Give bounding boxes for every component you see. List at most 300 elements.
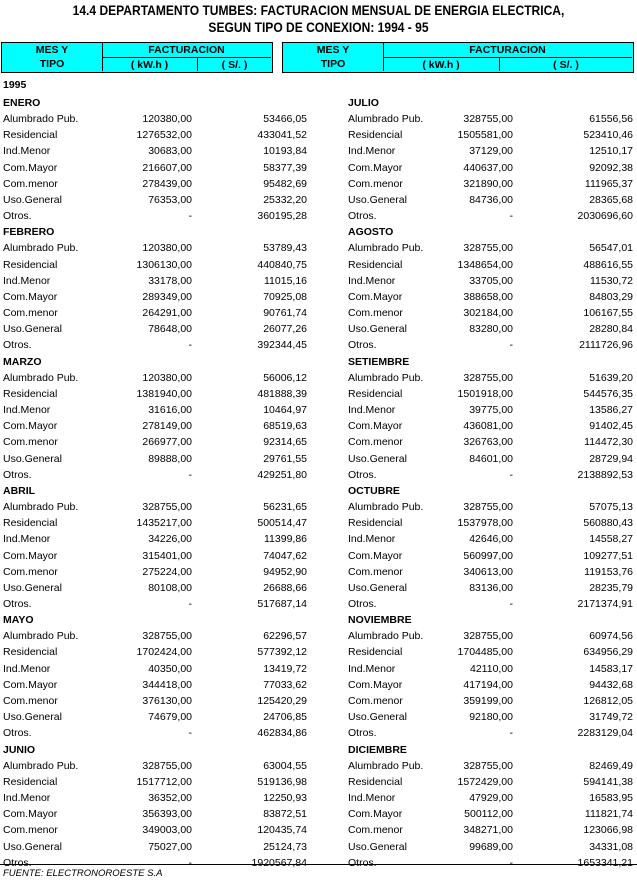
month-block	[320, 742, 637, 871]
table-row	[0, 677, 320, 693]
table-row	[0, 434, 320, 450]
soles-cell: 92092,38	[589, 161, 633, 174]
soles-cell: 11530,72	[589, 274, 633, 287]
table-row	[0, 580, 320, 596]
kwh-cell: 1517712,00	[136, 775, 192, 788]
tipo-cell: Com.menor	[348, 177, 403, 190]
table-row	[0, 774, 320, 790]
soles-cell: 28729,94	[589, 452, 633, 465]
table-row	[320, 564, 637, 580]
month-block	[320, 354, 637, 483]
month-name: JULIO	[348, 97, 379, 109]
footer-divider	[0, 864, 637, 865]
tipo-cell: Otros.	[3, 339, 32, 352]
kwh-cell: 1704485,00	[457, 646, 513, 659]
kwh-cell: 83280,00	[469, 323, 513, 336]
table-row	[0, 806, 320, 822]
year-label: 1995	[3, 79, 27, 91]
kwh-cell: -	[509, 856, 513, 869]
table-row	[320, 240, 637, 256]
kwh-cell: -	[509, 210, 513, 223]
header-tipo-label: TIPO	[39, 58, 65, 70]
table-row	[320, 774, 637, 790]
kwh-cell: 99689,00	[469, 840, 513, 853]
tipo-cell: Com.Mayor	[3, 161, 58, 174]
tipo-cell: Com.Mayor	[348, 161, 403, 174]
kwh-cell: 76353,00	[148, 193, 192, 206]
table-row	[320, 725, 637, 741]
soles-cell: 60974,56	[589, 630, 633, 643]
tipo-cell: Otros.	[348, 339, 377, 352]
table-row	[320, 418, 637, 434]
month-block	[320, 224, 637, 353]
tipo-cell: Alumbrado Pub.	[3, 113, 79, 125]
tipo-cell: Com.Mayor	[348, 549, 403, 562]
tipo-cell: Uso.General	[348, 323, 407, 336]
month-name: JUNIO	[3, 743, 36, 756]
table-row	[0, 822, 320, 838]
soles-cell: 77033,62	[263, 678, 307, 691]
kwh-cell: 302184,00	[463, 307, 513, 320]
tipo-cell: Alumbrado Pub.	[3, 500, 79, 513]
kwh-cell: 40350,00	[148, 662, 192, 675]
tipo-cell: Uso.General	[3, 323, 62, 336]
header-soles: ( S/. )	[553, 59, 579, 71]
header-kwh: ( kW.h )	[383, 58, 500, 71]
kwh-cell: -	[188, 339, 192, 352]
kwh-cell: 33705,00	[469, 274, 513, 287]
tipo-cell: Com.Mayor	[3, 290, 58, 303]
kwh-cell: 120380,00	[142, 113, 192, 125]
soles-cell: 462834,86	[257, 727, 307, 740]
table-row	[0, 564, 320, 580]
header-soles: ( S/. )	[221, 59, 248, 71]
table-row	[320, 644, 637, 660]
tipo-cell: Otros.	[348, 856, 377, 869]
kwh-cell: 1572429,00	[457, 775, 513, 788]
kwh-cell: -	[188, 468, 192, 481]
table-row	[0, 337, 320, 353]
table-row	[320, 855, 637, 871]
right-column	[320, 95, 637, 871]
month-name: ABRIL	[3, 484, 36, 497]
soles-cell: 29761,55	[263, 452, 307, 465]
kwh-cell: 1381940,00	[136, 387, 192, 400]
table-row	[0, 418, 320, 434]
soles-cell: 56231,65	[263, 500, 307, 513]
tipo-cell: Otros.	[348, 727, 377, 740]
table-row	[320, 806, 637, 822]
soles-cell: 392344,45	[257, 339, 307, 352]
tipo-cell: Otros.	[3, 468, 32, 481]
header-mes-label: MES Y	[35, 44, 69, 56]
soles-cell: 126812,05	[583, 695, 633, 707]
month-block	[0, 224, 320, 353]
tipo-cell: Ind.Menor	[348, 404, 396, 416]
table-row	[320, 192, 637, 208]
tipo-cell: Com.Mayor	[348, 420, 403, 433]
tipo-cell: Ind.Menor	[3, 404, 51, 416]
header-mes-label: MES Y	[316, 44, 350, 56]
table-row	[320, 257, 637, 273]
soles-cell: 500514,47	[257, 517, 307, 530]
table-row	[320, 580, 637, 596]
soles-cell: 10193,84	[263, 145, 307, 158]
kwh-cell: 120380,00	[142, 242, 192, 255]
table-row	[0, 370, 320, 386]
kwh-cell: 436081,00	[463, 420, 513, 433]
soles-cell: 56006,12	[263, 371, 307, 384]
soles-cell: 28235,79	[589, 581, 633, 594]
header-mes-tipo	[283, 43, 384, 71]
soles-cell: 12510,17	[589, 145, 633, 158]
table-row	[320, 822, 637, 838]
kwh-cell: 328755,00	[463, 371, 513, 384]
table-row	[320, 709, 637, 725]
soles-cell: 111821,74	[584, 808, 633, 821]
tipo-cell: Uso.General	[3, 193, 62, 206]
table-row	[320, 451, 637, 467]
table-row	[320, 531, 637, 547]
tipo-cell: Com.menor	[348, 307, 403, 320]
tipo-cell: Residencial	[3, 517, 58, 530]
table-row	[0, 402, 320, 418]
soles-cell: 429251,80	[257, 468, 307, 481]
kwh-cell: 1306130,00	[136, 258, 192, 271]
soles-cell: 68519,63	[263, 420, 307, 433]
kwh-cell: 83136,00	[469, 581, 513, 594]
kwh-cell: 328755,00	[142, 500, 192, 513]
table-row	[0, 725, 320, 741]
tipo-cell: Otros.	[3, 210, 32, 223]
tipo-cell: Uso.General	[348, 193, 407, 206]
kwh-cell: 37129,00	[469, 145, 513, 158]
soles-cell: 56547,01	[589, 242, 633, 255]
soles-cell: 62296,57	[263, 630, 307, 643]
soles-cell: 53789,43	[263, 242, 307, 255]
kwh-cell: 42646,00	[469, 533, 513, 546]
kwh-cell: 42110,00	[469, 662, 513, 675]
soles-cell: 523410,46	[583, 129, 633, 142]
tipo-cell: Com.menor	[3, 436, 58, 449]
kwh-cell: 47929,00	[469, 791, 513, 804]
kwh-cell: 84601,00	[469, 452, 513, 465]
tipo-cell: Com.Mayor	[3, 549, 58, 562]
tipo-cell: Com.menor	[348, 436, 403, 449]
tipo-cell: Alumbrado Pub.	[348, 500, 424, 513]
tipo-cell: Ind.Menor	[3, 662, 51, 675]
table-row	[0, 644, 320, 660]
table-row	[0, 531, 320, 547]
soles-cell: 109277,51	[583, 549, 633, 562]
page-subtitle: SEGUN TIPO DE CONEXION: 1994 - 95	[208, 19, 429, 35]
table-row	[0, 386, 320, 402]
tipo-cell: Alumbrado Pub.	[348, 371, 424, 384]
soles-cell: 10464,97	[263, 404, 307, 416]
tipo-cell: Alumbrado Pub.	[3, 630, 79, 643]
tipo-cell: Com.menor	[348, 824, 403, 837]
month-block	[0, 742, 320, 871]
table-row	[0, 257, 320, 273]
table-row	[320, 402, 637, 418]
tipo-cell: Residencial	[3, 646, 58, 659]
kwh-cell: 278149,00	[142, 420, 192, 433]
kwh-cell: 266977,00	[142, 436, 192, 449]
header-kwh: ( kW.h )	[102, 58, 198, 71]
tipo-cell: Otros.	[348, 598, 377, 611]
table-row	[0, 305, 320, 321]
table-row	[0, 467, 320, 483]
table-row	[320, 370, 637, 386]
soles-cell: 84803,29	[589, 290, 633, 303]
kwh-cell: 120380,00	[142, 371, 192, 384]
tipo-cell: Residencial	[3, 775, 58, 788]
tipo-cell: Residencial	[348, 775, 403, 788]
soles-cell: 440840,75	[257, 258, 307, 271]
kwh-cell: 359199,00	[463, 695, 513, 707]
soles-cell: 11015,16	[263, 274, 307, 287]
table-row	[0, 596, 320, 612]
table-header-left	[1, 42, 273, 73]
soles-cell: 94432,68	[589, 678, 633, 691]
kwh-cell: 74679,00	[148, 711, 192, 724]
soles-cell: 2030696,60	[577, 210, 633, 223]
table-row	[0, 160, 320, 176]
tipo-cell: Uso.General	[3, 581, 62, 594]
tipo-cell: Alumbrado Pub.	[3, 371, 79, 384]
month-name: DICIEMBRE	[348, 743, 407, 756]
table-row	[0, 499, 320, 515]
table-row	[320, 693, 637, 709]
month-block	[0, 95, 320, 224]
table-row	[320, 758, 637, 774]
tipo-cell: Ind.Menor	[348, 274, 396, 287]
table-header-right	[282, 42, 634, 73]
table-row	[320, 208, 637, 224]
soles-cell: 119153,76	[584, 565, 633, 578]
soles-cell: 94952,90	[263, 565, 307, 578]
soles-cell: 114472,30	[584, 436, 633, 449]
month-name: MARZO	[3, 355, 42, 368]
tipo-cell: Uso.General	[348, 840, 407, 853]
soles-cell: 13586,27	[589, 404, 633, 416]
kwh-cell: 328755,00	[463, 500, 513, 513]
table-row	[0, 515, 320, 531]
tipo-cell: Otros.	[348, 468, 377, 481]
soles-cell: 53466,05	[263, 113, 307, 125]
kwh-cell: 328755,00	[142, 630, 192, 643]
table-row	[320, 628, 637, 644]
table-row	[0, 321, 320, 337]
soles-cell: 51639,20	[589, 371, 633, 384]
table-row	[320, 176, 637, 192]
table-row	[320, 677, 637, 693]
soles-cell: 25124,73	[263, 840, 307, 853]
kwh-cell: -	[188, 727, 192, 740]
soles-cell: 24706,85	[263, 711, 307, 724]
tipo-cell: Ind.Menor	[3, 791, 51, 804]
tipo-cell: Uso.General	[3, 840, 62, 853]
kwh-cell: 328755,00	[463, 759, 513, 772]
soles-cell: 26077,26	[263, 323, 307, 336]
table-row	[0, 758, 320, 774]
soles-cell: 13419,72	[263, 662, 307, 675]
tipo-cell: Com.menor	[348, 565, 403, 578]
table-row	[0, 208, 320, 224]
tipo-cell: Ind.Menor	[348, 145, 396, 158]
kwh-cell: 78648,00	[148, 323, 192, 336]
soles-cell: 2111726,96	[579, 339, 633, 352]
soles-cell: 11399,86	[263, 533, 307, 546]
month-block	[0, 354, 320, 483]
kwh-cell: 1505581,00	[457, 129, 513, 142]
tipo-cell: Ind.Menor	[348, 791, 396, 804]
kwh-cell: 356393,00	[142, 808, 192, 821]
table-row	[320, 548, 637, 564]
soles-cell: 28280,84	[589, 323, 633, 336]
tipo-cell: Ind.Menor	[3, 145, 51, 158]
soles-cell: 70925,08	[263, 290, 307, 303]
month-block	[320, 95, 637, 224]
table-row	[320, 596, 637, 612]
kwh-cell: 1348654,00	[457, 258, 513, 271]
tipo-cell: Com.Mayor	[3, 678, 58, 691]
kwh-cell: 36352,00	[148, 791, 192, 804]
tipo-cell: Com.Mayor	[348, 290, 403, 303]
kwh-cell: 84736,00	[469, 193, 513, 206]
kwh-cell: -	[509, 339, 513, 352]
kwh-cell: 328755,00	[463, 242, 513, 255]
table-row	[0, 693, 320, 709]
table-row	[0, 790, 320, 806]
soles-cell: 360195,28	[257, 210, 307, 223]
kwh-cell: 321890,00	[463, 177, 513, 190]
soles-cell: 1920567,84	[251, 856, 307, 869]
tipo-cell: Com.menor	[3, 695, 58, 707]
month-name: FEBRERO	[3, 226, 55, 239]
month-name: NOVIEMBRE	[348, 614, 412, 627]
header-facturacion: FACTURACION	[383, 43, 632, 58]
kwh-cell: 349003,00	[142, 824, 192, 837]
month-name: ENERO	[3, 97, 41, 109]
month-block	[320, 483, 637, 612]
kwh-cell: -	[509, 598, 513, 611]
header-tipo-label: TIPO	[320, 58, 346, 70]
table-row	[320, 467, 637, 483]
table-row	[320, 143, 637, 159]
table-row	[320, 305, 637, 321]
table-row	[0, 127, 320, 143]
tipo-cell: Uso.General	[348, 711, 407, 724]
tipo-cell: Ind.Menor	[3, 533, 51, 546]
table-row	[320, 321, 637, 337]
soles-cell: 74047,62	[263, 549, 307, 562]
month-block	[320, 612, 637, 741]
table-row	[0, 628, 320, 644]
soles-cell: 14558,27	[589, 533, 633, 546]
header-mes-tipo	[2, 43, 103, 71]
tipo-cell: Residencial	[348, 517, 403, 530]
left-column	[0, 95, 320, 871]
header-facturacion: FACTURACION	[102, 43, 271, 58]
tipo-cell: Residencial	[3, 129, 58, 142]
soles-cell: 2171374,91	[577, 598, 633, 611]
soles-cell: 25332,20	[263, 193, 307, 206]
page-title: 14.4 DEPARTAMENTO TUMBES: FACTURACION MENSUAL DE ENERGIA ELECTRICA,	[72, 2, 565, 18]
month-name: AGOSTO	[348, 226, 394, 239]
kwh-cell: 80108,00	[148, 581, 192, 594]
tipo-cell: Com.menor	[3, 565, 58, 578]
table-row	[0, 661, 320, 677]
kwh-cell: 1276532,00	[136, 129, 192, 142]
tipo-cell: Ind.Menor	[348, 662, 396, 675]
kwh-cell: 328755,00	[142, 759, 192, 772]
kwh-cell: 31616,00	[148, 404, 192, 416]
kwh-cell: 216607,00	[142, 161, 192, 174]
kwh-cell: 1537978,00	[457, 517, 513, 530]
tipo-cell: Alumbrado Pub.	[348, 630, 424, 643]
table-row	[320, 160, 637, 176]
soles-cell: 517687,14	[257, 598, 307, 611]
soles-cell: 58377,39	[263, 161, 307, 174]
source-note: FUENTE: ELECTRONOROESTE S.A	[3, 868, 163, 879]
kwh-cell: 1501918,00	[457, 387, 513, 400]
month-block	[0, 483, 320, 612]
soles-cell: 92314,65	[263, 436, 307, 449]
soles-cell: 125420,29	[257, 695, 307, 707]
soles-cell: 111965,37	[584, 177, 633, 190]
tipo-cell: Com.Mayor	[3, 808, 58, 821]
table-row	[320, 499, 637, 515]
tipo-cell: Alumbrado Pub.	[3, 242, 79, 255]
table-row	[320, 289, 637, 305]
tipo-cell: Otros.	[348, 210, 377, 223]
soles-cell: 83872,51	[263, 808, 307, 821]
kwh-cell: 388658,00	[463, 290, 513, 303]
month-name: OCTUBRE	[348, 484, 400, 497]
table-row	[0, 111, 320, 127]
soles-cell: 26688,66	[263, 581, 307, 594]
soles-cell: 634956,29	[583, 646, 633, 659]
kwh-cell: -	[188, 210, 192, 223]
tipo-cell: Residencial	[348, 258, 403, 271]
kwh-cell: -	[188, 856, 192, 869]
tipo-cell: Residencial	[348, 129, 403, 142]
kwh-cell: 92180,00	[469, 711, 513, 724]
tipo-cell: Otros.	[3, 856, 32, 869]
tipo-cell: Ind.Menor	[3, 274, 51, 287]
table-row	[320, 273, 637, 289]
kwh-cell: 289349,00	[142, 290, 192, 303]
soles-cell: 544576,35	[583, 387, 633, 400]
tipo-cell: Com.Mayor	[3, 420, 58, 433]
tipo-cell: Com.menor	[3, 824, 58, 837]
soles-cell: 28365,68	[589, 193, 633, 206]
soles-cell: 14583,17	[589, 662, 633, 675]
soles-cell: 31749,72	[589, 711, 633, 724]
table-row	[320, 127, 637, 143]
kwh-cell: 39775,00	[469, 404, 513, 416]
kwh-cell: 348271,00	[463, 824, 513, 837]
table-row	[0, 709, 320, 725]
kwh-cell: 89888,00	[148, 452, 192, 465]
kwh-cell: 30683,00	[148, 145, 192, 158]
soles-cell: 488616,55	[583, 258, 633, 271]
table-row	[320, 386, 637, 402]
kwh-cell: 340613,00	[463, 565, 513, 578]
kwh-cell: 560997,00	[463, 549, 513, 562]
soles-cell: 481888,39	[257, 387, 307, 400]
